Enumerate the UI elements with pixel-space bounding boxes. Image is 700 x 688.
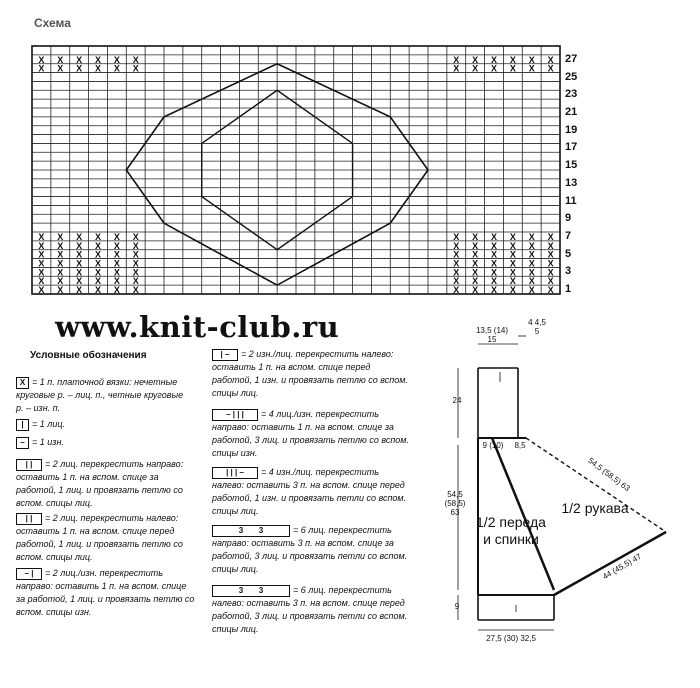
- x-stitch-mark: X: [528, 54, 535, 65]
- x-stitch-mark: X: [132, 249, 139, 260]
- x-stitch-mark: X: [528, 240, 535, 251]
- x-stitch-mark: X: [490, 249, 498, 260]
- legend-item-cross-left-6: 3 3 = 6 лиц. перекрестить налево: оставить 3 п. на вспом. спице перед работой, 3 лиц. и провязать петли со вспом. спицы лиц.: [212, 585, 408, 634]
- x-stitch-mark: X: [509, 240, 516, 251]
- x-stitch-mark: X: [113, 54, 120, 65]
- x-stitch-mark: X: [547, 258, 554, 269]
- chart-title: Схема: [34, 16, 71, 30]
- legend-item-garter: X = 1 п. платочной вязки: нечетные круговые р. – лиц. п., четные круговые р. – изн. п.: [16, 377, 184, 413]
- x-stitch-mark: X: [490, 54, 498, 65]
- x-stitch-mark: X: [57, 285, 64, 296]
- cross-left-6-icon: 3 3: [212, 585, 290, 597]
- x-stitch-mark: X: [132, 63, 139, 74]
- x-stitch-mark: X: [76, 231, 83, 242]
- x-stitch-mark: X: [528, 63, 535, 74]
- x-stitch-mark: X: [547, 249, 554, 260]
- x-stitch-mark: X: [38, 285, 45, 296]
- legend-item-cross-right-6: 3 3 = 6 лиц. перекрестить направо: оставить 3 п. на вспом. спице за работой, 3 лиц. и провязать петли со вспом. спицы лиц.: [212, 525, 408, 574]
- x-stitch-mark: X: [490, 285, 498, 296]
- x-stitch-mark: X: [132, 231, 139, 242]
- x-stitch-mark: X: [528, 276, 535, 287]
- x-stitch-mark: X: [38, 63, 45, 74]
- x-stitch-mark: X: [57, 258, 64, 269]
- x-stitch-mark: X: [509, 258, 516, 269]
- x-stitch-mark: X: [76, 258, 83, 269]
- x-stitch-mark: X: [490, 267, 498, 278]
- x-stitch-mark: X: [509, 63, 516, 74]
- x-stitch-mark: X: [132, 285, 139, 296]
- x-stitch-mark: X: [453, 231, 460, 242]
- row-number: 11: [565, 194, 577, 207]
- row-number: 21: [565, 106, 578, 118]
- cross-right-6-icon: 3 3: [212, 525, 290, 537]
- x-stitch-mark: X: [453, 249, 460, 260]
- row-number: 3: [565, 265, 572, 278]
- dim-top-width: 13,5 (14) 15: [475, 326, 509, 344]
- x-stitch-mark: X: [132, 54, 139, 65]
- x-stitch-mark: X: [94, 285, 102, 296]
- x-stitch-mark: X: [509, 231, 516, 242]
- legend-item-cross-right-2-purl: – | = 2 лиц./изн. перекрестить направо: оставить 1 п. на вспом. спице за работой, 1 лиц. и провязать петлю со вспом. спицы изн.: [16, 568, 195, 617]
- x-stitch-mark: X: [38, 231, 45, 242]
- x-stitch-mark: X: [472, 240, 479, 251]
- x-stitch-mark: X: [113, 249, 120, 260]
- x-stitch-mark: X: [509, 249, 516, 260]
- legend-item-cross-left-2-purl: | – = 2 изн./лиц. перекрестить налево: оставить 1 п. на вспом. спице перед работой, 1 изн. и провязать петлю со вспом. спицы лиц.: [212, 349, 408, 398]
- legend-item-purl: – = 1 изн.: [16, 436, 191, 449]
- cross-right-2-purl-icon: – |: [16, 568, 42, 580]
- x-stitch-mark: X: [113, 231, 120, 242]
- x-stitch-mark: X: [472, 54, 479, 65]
- site-watermark: www.knit-club.ru: [55, 310, 340, 344]
- row-number: 9: [565, 212, 572, 225]
- x-stitch-mark: X: [76, 63, 83, 74]
- row-number: 17: [565, 141, 578, 154]
- x-stitch-mark: X: [547, 285, 554, 296]
- x-stitch-mark: X: [547, 240, 554, 251]
- x-stitch-mark: X: [528, 249, 535, 260]
- x-stitch-mark: X: [94, 276, 102, 287]
- x-stitch-mark: X: [76, 285, 83, 296]
- x-stitch-mark: X: [57, 249, 64, 260]
- x-stitch-mark: X: [113, 63, 120, 74]
- row-number: 7: [565, 230, 572, 242]
- x-stitch-mark: X: [509, 285, 516, 296]
- x-stitch-mark: X: [509, 54, 516, 65]
- x-stitch-mark: X: [490, 276, 498, 287]
- legend-title: Условные обозначения: [30, 350, 147, 361]
- dim-neck-right: 8,5: [514, 441, 526, 450]
- x-stitch-mark: X: [490, 63, 498, 74]
- x-stitch-mark: X: [94, 63, 102, 74]
- purl-symbol-icon: –: [16, 437, 29, 449]
- x-stitch-mark: X: [76, 267, 83, 278]
- x-stitch-mark: X: [76, 249, 83, 260]
- x-stitch-mark: X: [113, 285, 120, 296]
- x-stitch-mark: X: [94, 258, 102, 269]
- dim-yoke-height: 24: [452, 396, 462, 405]
- row-number: 13: [565, 176, 578, 189]
- x-stitch-mark: X: [547, 267, 554, 278]
- x-stitch-mark: X: [453, 276, 460, 287]
- x-stitch-mark: X: [132, 267, 139, 278]
- x-stitch-mark: X: [509, 276, 516, 287]
- x-stitch-mark: X: [472, 285, 479, 296]
- x-stitch-mark: X: [76, 276, 83, 287]
- x-stitch-mark: X: [472, 63, 479, 74]
- x-stitch-mark: X: [453, 267, 460, 278]
- knitting-chart-grid: [0, 0, 700, 300]
- x-stitch-mark: X: [453, 54, 460, 65]
- x-stitch-mark: X: [38, 258, 45, 269]
- x-stitch-mark: X: [113, 267, 120, 278]
- x-stitch-mark: X: [472, 267, 479, 278]
- dim-hem-height: 9: [454, 602, 460, 611]
- x-stitch-mark: X: [132, 276, 139, 287]
- front-back-label: 1/2 переда и спинки: [476, 514, 546, 547]
- cross-right-4-icon: – | | |: [212, 409, 258, 421]
- x-stitch-mark: X: [509, 267, 516, 278]
- x-stitch-mark: X: [38, 267, 45, 278]
- row-number: 25: [565, 70, 578, 83]
- row-number: 23: [565, 88, 578, 101]
- cross-left-4-icon: | | | –: [212, 467, 258, 479]
- x-stitch-mark: X: [472, 276, 479, 287]
- x-stitch-mark: X: [490, 240, 498, 251]
- x-stitch-mark: X: [547, 276, 554, 287]
- x-stitch-mark: X: [94, 231, 102, 242]
- x-stitch-mark: X: [528, 258, 535, 269]
- cross-left-2-purl-icon: | –: [212, 349, 238, 361]
- legend-item-cross-right-4: – | | | = 4 лиц./изн. перекрестить направо: оставить 1 п. на вспом. спице за работой, 3 лиц. и провязать петлю со вспом. спицы изн.: [212, 409, 409, 458]
- dim-sleeve-top: 54,5 (58,5) 63: [586, 455, 632, 494]
- sleeve-label: 1/2 рукава: [561, 500, 629, 516]
- x-stitch-mark: X: [113, 258, 120, 269]
- row-number: 15: [565, 159, 578, 172]
- x-stitch-mark: X: [113, 240, 120, 251]
- row-number: 1: [565, 283, 572, 296]
- pattern-schematic: [430, 310, 700, 688]
- x-stitch-mark: X: [38, 276, 45, 287]
- x-stitch-mark: X: [453, 63, 460, 74]
- x-stitch-mark: X: [547, 54, 554, 65]
- legend-item-knit: | = 1 лиц.: [16, 418, 191, 431]
- row-number: 27: [565, 52, 578, 65]
- x-stitch-mark: X: [94, 249, 102, 260]
- dim-bottom-width: 27,5 (30) 32,5: [486, 634, 536, 643]
- x-symbol-icon: X: [16, 377, 29, 389]
- dim-body-height: 54,5 (58,5) 63: [444, 490, 466, 517]
- x-stitch-mark: X: [453, 240, 460, 251]
- x-stitch-mark: X: [94, 54, 102, 65]
- x-stitch-mark: X: [472, 231, 479, 242]
- x-stitch-mark: X: [94, 267, 102, 278]
- x-stitch-mark: X: [132, 240, 139, 251]
- x-stitch-mark: X: [490, 258, 498, 269]
- x-stitch-mark: X: [528, 285, 535, 296]
- x-stitch-mark: X: [472, 249, 479, 260]
- x-stitch-mark: X: [57, 267, 64, 278]
- x-stitch-mark: X: [76, 240, 83, 251]
- x-stitch-mark: X: [57, 276, 64, 287]
- x-stitch-mark: X: [547, 231, 554, 242]
- knit-symbol-icon: |: [16, 419, 29, 431]
- x-stitch-mark: X: [547, 63, 554, 74]
- x-stitch-mark: X: [57, 231, 64, 242]
- x-stitch-mark: X: [528, 231, 535, 242]
- x-stitch-mark: X: [57, 240, 64, 251]
- x-stitch-mark: X: [113, 276, 120, 287]
- x-stitch-mark: X: [132, 258, 139, 269]
- x-stitch-mark: X: [453, 258, 460, 269]
- dim-sleeve-bottom: 44 (45,5) 47: [601, 551, 643, 582]
- legend-item-cross-left-4: | | | – = 4 изн./лиц. перекрестить налево: оставить 3 п. на вспом. спице перед работой, 1 изн. и провязать петли со вспом. спицы лиц.: [212, 467, 407, 516]
- x-stitch-mark: X: [490, 231, 498, 242]
- cross-right-2-icon: | |: [16, 459, 42, 471]
- x-stitch-mark: X: [38, 54, 45, 65]
- dim-neck-left: 9 (10): [482, 441, 504, 450]
- row-number: 19: [565, 123, 578, 136]
- legend-item-cross-left-2: | | = 2 лиц. перекрестить налево: оставить 1 п. на вспом. спице перед работой, 1 лиц. и провязать петлю со вспом. спицы лиц.: [16, 513, 183, 562]
- x-stitch-mark: X: [38, 240, 45, 251]
- legend-item-cross-right-2: | | = 2 лиц. перекрестить направо: оставить 1 п. на вспом. спице за работой, 1 лиц. и провязать петлю со вспом. спицы лиц.: [16, 459, 184, 508]
- x-stitch-mark: X: [57, 63, 64, 74]
- x-stitch-mark: X: [76, 54, 83, 65]
- x-stitch-mark: X: [453, 285, 460, 296]
- x-stitch-mark: X: [528, 267, 535, 278]
- x-stitch-mark: X: [38, 249, 45, 260]
- cross-left-2-icon: | |: [16, 513, 42, 525]
- x-stitch-mark: X: [94, 240, 102, 251]
- dim-top-right: 4 4,5 5: [528, 318, 546, 336]
- row-number: 5: [565, 247, 572, 260]
- x-stitch-mark: X: [57, 54, 64, 65]
- x-stitch-mark: X: [472, 258, 479, 269]
